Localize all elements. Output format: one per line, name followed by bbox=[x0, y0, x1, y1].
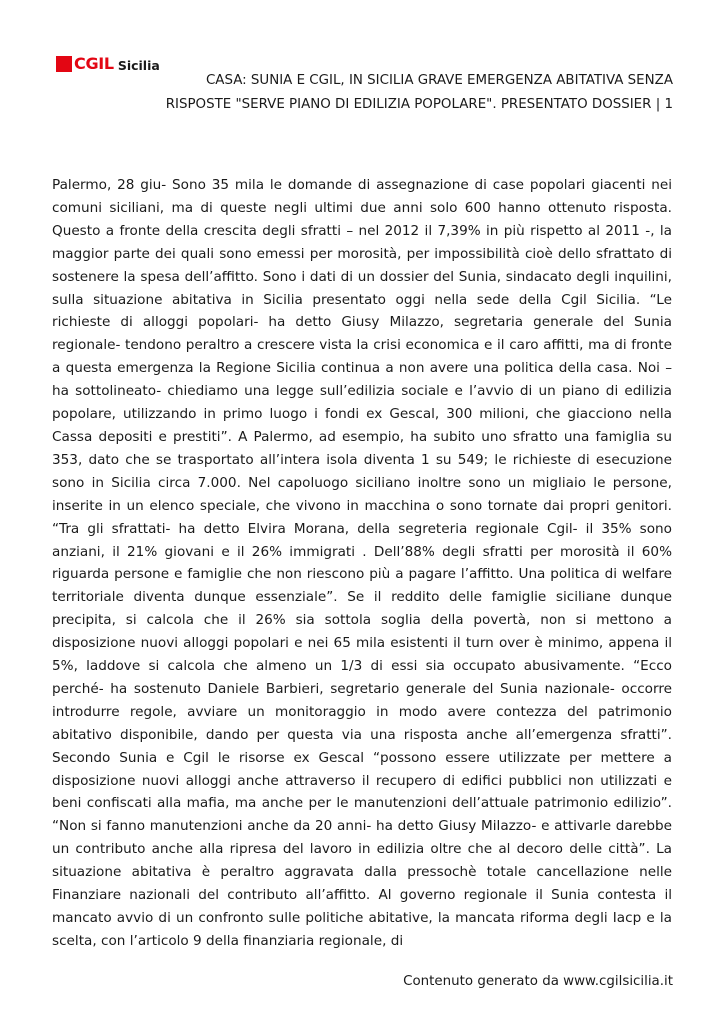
page-footer: Contenuto generato da www.cgilsicilia.it bbox=[403, 974, 673, 989]
logo-red-square-icon bbox=[56, 56, 72, 72]
article-body: Palermo, 28 giu- Sono 35 mila le domande di assegnazione di case popolari giacenti nei comuni siciliani, ma di queste negli ultimi due anni solo 600 hanno ottenuto risposta. Questo a fronte della crescita degli sfratti – nel 2012 il 7,39% in più rispetto al 2011 -, la maggior parte dei quali sono emessi per morosità, per impossibilità cioè dello sfrattato di sostenere la spesa dell’affitto. Sono i dati di un dossier del Sunia, sindacato degli inquilini, sulla situazione abitativa in Sicilia presentato oggi nella sede della Cgil Sicilia. “Le richieste di alloggi popolari- ha detto Giusy Milazzo, segretaria generale del Sunia regionale- tendono peraltro a crescere vista la crisi economica e il caro affitti, ma di fronte a questa emergenza la Regione Sicilia continua a non avere una politica della casa. Noi – ha sottolineato- chiediamo una legge sull’edilizia sociale e l’avvio di un piano di edilizia popolare, utilizzando in primo luogo i fondi ex Gescal, 300 milioni, che giacciono nella Cassa depositi e prestiti”. A Palermo, ad esempio, ha subito uno sfratto una famiglia su 353, dato che se trasportato all’intera isola diventa 1 su 549; le richieste di esecuzione sono in Sicilia circa 7.000. Nel capoluogo siciliano inoltre sono un migliaio le persone, inserite in un elenco speciale, che vivono in macchina o sono tornate dai propri genitori. “Tra gli sfrattati- ha detto Elvira Morana, della segreteria regionale Cgil- il 35% sono anziani, il 21% giovani e il 26% immigrati . Dell’88% degli sfratti per morosità il 60% riguarda persone e famiglie che non riescono più a pagare l’affitto. Una politica di welfare territoriale diventa dunque essenziale”. Se il reddito delle famiglie siciliane dunque precipita, si calcola che il 26% sia sottola soglia della povertà, non si mettono a disposizione nuovi alloggi popolari e nei 65 mila esistenti il turn over è minimo, appena il 5%, laddove si calcola che almeno un 1/3 di essi sia occupato abusivamente. “Ecco perché- ha sostenuto Daniele Barbieri, segretario generale del Sunia nazionale- occorre introdurre regole, avviare un monitoraggio in modo avere contezza del patrimonio abitativo disponibile, dando per questa via una risposta anche all’emergenza sfratti”. Secondo Sunia e Cgil le risorse ex Gescal “possono essere utilizzate per mettere a disposizione nuovi alloggi anche attraverso il recupero di edifici pubblici non utilizzati e beni confiscati alla mafia, ma anche per le manutenzioni dell’attuale patrimonio edilizio”. “Non si fanno manutenzioni anche da 20 anni- ha detto Giusy Milazzo- e attivarle darebbe un contributo anche alla ripresa del lavoro in edilizia oltre che al decoro delle città”. La situazione abitativa è peraltro aggravata dalla pressochè totale cancellazione nelle Finanziare nazionali del contributo all’affitto. Al governo regionale il Sunia contesta il mancato avvio di un confronto sulle politiche abitative, la mancata riforma degli Iacp e la scelta, con l’articolo 9 della finanziaria regionale, di bbox=[52, 177, 672, 949]
page-title: CASA: SUNIA E CGIL, IN SICILIA GRAVE EMERGENZA ABITATIVA SENZA RISPOSTE "SERVE PIANO DI EDILIZIA POPOLARE". PRESENTATO DOSSIER | 1 bbox=[165, 73, 673, 112]
logo-region-text: Sicilia bbox=[117, 58, 160, 73]
cgil-sicilia-logo bbox=[56, 55, 160, 73]
logo-brand-text: CGIL bbox=[74, 54, 114, 73]
